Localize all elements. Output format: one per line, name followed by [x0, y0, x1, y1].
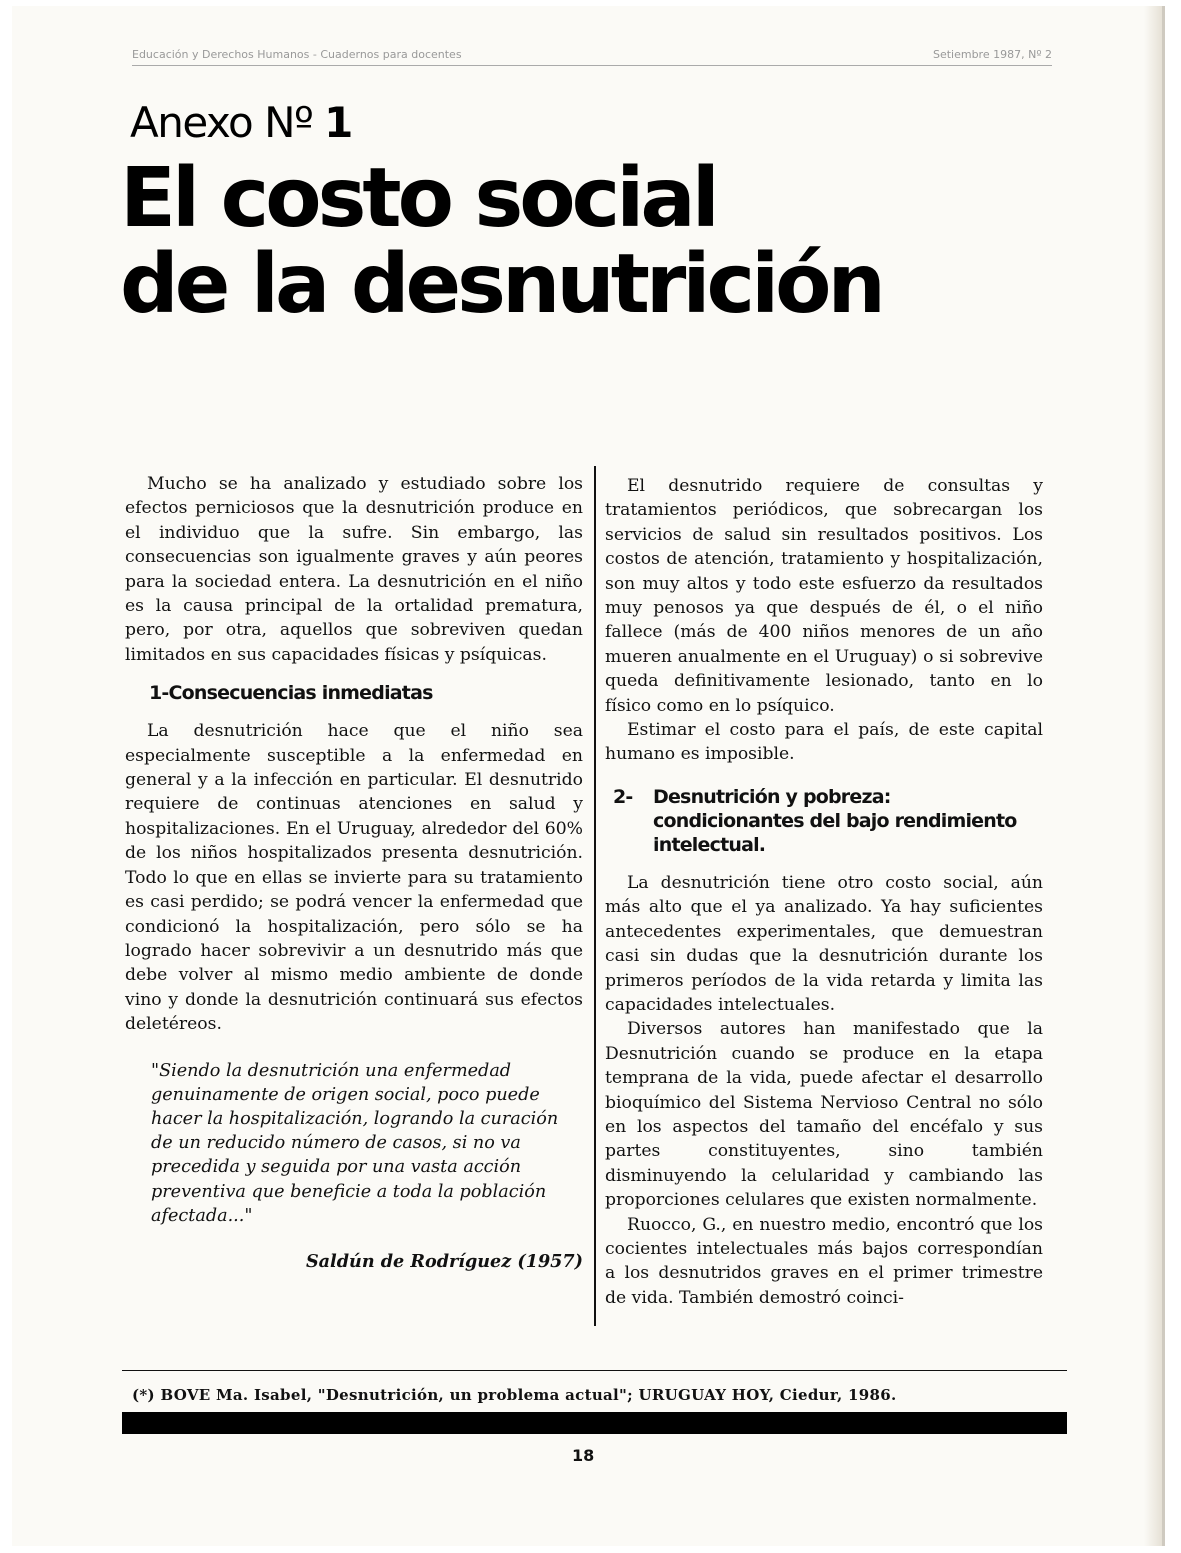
pull-quote: "Siendo la desnutrición una enfermedad genuinamente de origen social, poco puede hacer la hospitalización, logrando la curación de un reducido número de casos, si no va precedida y seguida por una vasta acción preventiva que beneficie a toda la población afectada..." [151, 1060, 559, 1226]
left-column [125, 472, 583, 1274]
running-head [132, 48, 1052, 66]
column-divider [594, 466, 596, 1326]
section-1-paragraph: La desnutrición hace que el niño sea especialmente susceptible a la enfermedad en general y a la infección en particular. El desnutrido requiere de continuas atenciones en salud y hospitalizaciones. En el Uruguay, alrededor del 60% de los niños hospitalizados presenta desnutrición. Todo lo que en ellas se invierte para su tratamiento es casi perdido; se podrá vencer la enfermedad que condicionó la hospitalización, pero sólo se ha logrado hacer sobrevivir a un desnutrido más que debe volver al mismo medio ambiente de donde vino y donde la desnutrición continuará sus efectos deletéreos. [125, 721, 583, 1035]
annex-text: Anexo Nº [130, 98, 313, 147]
annex-label [130, 98, 352, 147]
page-number: 18 [572, 1446, 595, 1465]
running-head-right: Setiembre 1987, Nº 2 [932, 48, 1052, 61]
footer-bar [122, 1412, 1067, 1434]
quote-author: Saldún de Rodríguez (1957) [305, 1250, 583, 1272]
right-column [605, 474, 1043, 1310]
page-title [120, 151, 882, 332]
title-line-2: de la desnutrición [120, 237, 882, 332]
running-head-left: Educación y Derechos Humanos - Cuadernos para docentes [132, 48, 462, 61]
page-edge [1144, 6, 1162, 1546]
title-line-1: El costo social [120, 151, 716, 246]
right-paragraph-3: La desnutrición tiene otro costo social, aún más alto que el ya analizado. Ya hay suficientes antecedentes experimentales, que demuestran casi sin dudas que la desnutrición durante los primeros períodos de la vida retarda y limita las capacidades intelectuales. [605, 872, 1043, 1015]
footnote: (*) BOVE Ma. Isabel, "Desnutrición, un problema actual"; URUGUAY HOY, Ciedur, 1986. [132, 1386, 897, 1404]
footnote-rule [122, 1370, 1067, 1371]
section-2-number: 2- [613, 785, 633, 808]
document-page [12, 6, 1165, 1546]
right-paragraph-2: Estimar el costo para el país, de este capital humano es imposible. [605, 720, 1043, 765]
intro-paragraph: Mucho se ha analizado y estudiado sobre los efectos perniciosos que la desnutrición produce en el individuo que la sufre. Sin embargo, las consecuencias son igualmente graves y aún peores para la sociedad entera. La desnutrición en el niño es la causa principal de la ortalidad prematura, pero, por otra, aquellos que sobreviven quedan limitados en sus capacidades físicas y psíquicas. [125, 474, 583, 665]
right-paragraph-5: Ruocco, G., en nuestro medio, encontró que los cocientes intelectuales más bajos correspondían a los desnutridos graves en el primer trimestre de vida. También demostró coinci- [605, 1214, 1043, 1308]
section-1-heading: 1-Consecuencias inmediatas [149, 682, 433, 705]
right-paragraph-1: El desnutrido requiere de consultas y tratamientos periódicos, que sobrecargan los servicios de salud sin resultados positivos. Los costos de atención, tratamiento y hospitalización, son muy altos y todo este esfuerzo da resultados muy penosos ya que después de él, o el niño fallece (más de 400 niños menores de un año mueren anualmente en el Uruguay) o si sobrevive queda definitivamente lesionado, tanto en lo físico como en lo psíquico. [605, 476, 1043, 716]
right-paragraph-4: Diversos autores han manifestado que la Desnutrición cuando se produce en la etapa temprana de la vida, puede afectar el desarrollo bioquímico del Sistema Nervioso Central no sólo en los aspectos del tamaño del encéfalo y sus partes constituyentes, sino también disminuyendo la celularidad y cambiando las proporciones celulares que existen normalmente. [605, 1019, 1043, 1211]
section-2-heading [613, 785, 1043, 857]
annex-number: 1 [324, 98, 352, 147]
section-2-title: Desnutrición y pobreza: condicionantes del bajo rendimiento intelectual. [653, 785, 1017, 856]
